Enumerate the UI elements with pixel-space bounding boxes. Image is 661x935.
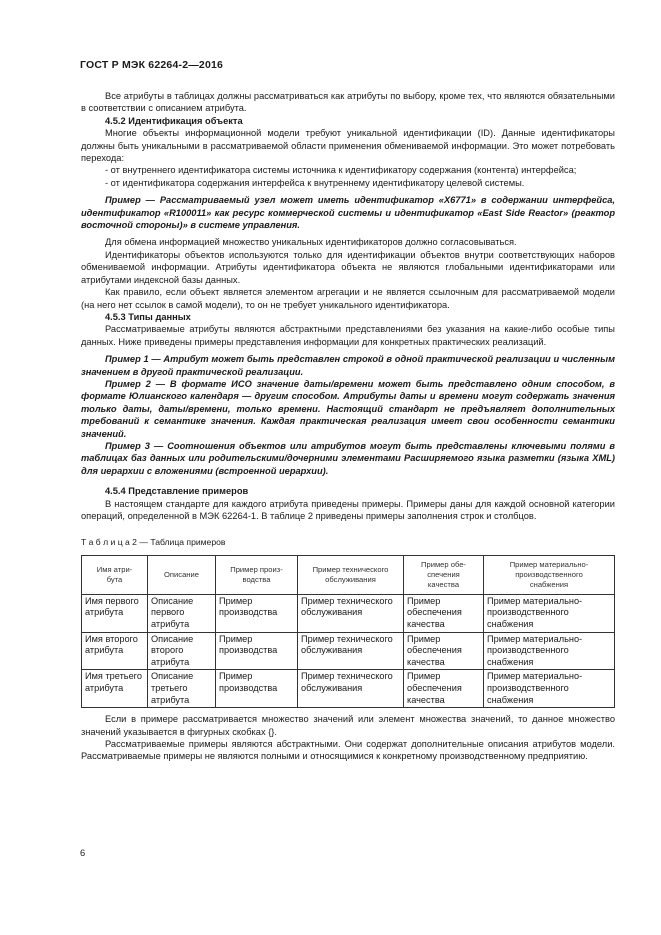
table-cell: Пример производства (216, 632, 298, 670)
table-cell: Пример обеспечения качества (404, 670, 484, 708)
table-cell: Описание первого атрибута (148, 594, 216, 632)
paragraph: Если в примере рассматривается множество значений или элемент множества значений, то данное множество значений указывается в фигурных скобках {}. (81, 714, 615, 737)
table-cell: Пример материально-производственного снабжения (484, 632, 615, 670)
page-number: 6 (80, 848, 86, 858)
table-cell: Пример материально-производственного снабжения (484, 670, 615, 708)
table-cell: Пример технического обслуживания (298, 670, 404, 708)
example-note: Пример 1 — Атрибут может быть представлен строкой в одной практической реализации и численным значением в другой практической реализации. (81, 354, 615, 377)
page-body (81, 90, 615, 763)
table-cell: Пример технического обслуживания (298, 594, 404, 632)
column-header: Пример обе- спечения качества (404, 555, 484, 594)
intro-paragraph: Все атрибуты в таблицах должны рассматриваться как атрибуты по выбору, кроме тех, что являются обязательными в соответствии с описанием атрибута. (81, 91, 615, 114)
table-cell: Пример обеспечения качества (404, 632, 484, 670)
section-heading-4-5-2: 4.5.2 Идентификация объекта (105, 115, 243, 126)
list-item: - от идентификатора содержания интерфейса к внутреннему идентификатору целевой системы. (105, 177, 525, 188)
table-cell: Пример технического обслуживания (298, 632, 404, 670)
paragraph: Идентификаторы объектов используются только для идентификации объектов внутри соответствующих наборов обмениваемой информации. Атрибуты идентификатора объекта не являются глобальными идентификаторами или атрибутами индексной базы данных. (81, 249, 615, 285)
column-header: Имя атри- бута (82, 555, 148, 594)
example-note: Пример 3 — Соотношения объектов или атрибутов могут быть представлены ключевыми полями в таблицах баз данных или родительскими/дочерними элементами Расширяемого языка разметки (языка XML) для иерархии с вложениями (встроенной иерархии). (81, 440, 615, 476)
table-header-row (82, 555, 615, 594)
table-row (82, 594, 615, 632)
table-row (82, 670, 615, 708)
paragraph: Для обмена информацией множество уникальных идентификаторов должно согласовываться. (105, 237, 517, 248)
column-header: Пример материально- производственного снабжения (484, 555, 615, 594)
example-note: Пример — Рассматриваемый узел может иметь идентификатор «X6771» в содержании интерфейса, идентификатор «R100011» как ресурс коммерческой системы и идентификатор «East Side Reactor» (реактор восточной стороны)» в системе управления. (81, 195, 615, 231)
section-heading-4-5-4: 4.5.4 Представление примеров (105, 486, 249, 497)
column-header: Описание (148, 555, 216, 594)
example-note: Пример 2 — В формате ИСО значение даты/времени может быть представлено одним способом, в формате Юлианского календаря — другим способом. Атрибуты даты и времени могут содержать значения только даты, даты/времени, только времени. Настоящий стандарт не предъявляет дополнительных требований к семантике значения. Каждая практическая реализация имеет свои особенности семантики значений. (81, 378, 615, 439)
table-row (82, 632, 615, 670)
table-cell: Описание второго атрибута (148, 632, 216, 670)
paragraph: Рассматриваемые примеры являются абстрактными. Они содержат дополнительные описания атрибутов модели. Рассматриваемые примеры не являются полными и относящимися к конкретному производственному предприятию. (81, 738, 615, 762)
table-cell: Пример производства (216, 670, 298, 708)
paragraph: Рассматриваемые атрибуты являются абстрактными представлениями без указания на какие-либо особые типы данных. Ниже приведены примеры представления информации для конкретных практических реализаций. (81, 324, 615, 347)
table-cell: Имя второго атрибута (82, 632, 148, 670)
paragraph: В настоящем стандарте для каждого атрибута приведены примеры. Примеры даны для каждой основной категории операций, определенной в МЭК 62264-1. В таблице 2 приведены примеры заполнения строк и столбцов. (81, 498, 615, 521)
section-heading-4-5-3: 4.5.3 Типы данных (105, 311, 191, 322)
paragraph: Многие объекты информационной модели требуют уникальной идентификации (ID). Данные идентификаторы должны быть уникальными в рассматриваемой области применения обмениваемой информации. Это может потребовать перехода: (81, 128, 615, 164)
list-item: - от внутреннего идентификатора системы источника к идентификатору содержания (контента) интерфейса; (105, 165, 577, 176)
table-cell: Имя первого атрибута (82, 594, 148, 632)
table-caption: Т а б л и ц а 2 — Таблица примеров (81, 537, 226, 548)
table-cell: Пример производства (216, 594, 298, 632)
column-header: Пример произ- водства (216, 555, 298, 594)
table-cell: Описание третьего атрибута (148, 670, 216, 708)
column-header: Пример технического обслуживания (298, 555, 404, 594)
document-header: ГОСТ Р МЭК 62264-2—2016 (80, 59, 224, 71)
examples-table (81, 555, 615, 708)
table-cell: Пример обеспечения качества (404, 594, 484, 632)
table-cell: Имя третьего атрибута (82, 670, 148, 708)
table-cell: Пример материально-производственного снабжения (484, 594, 615, 632)
paragraph: Как правило, если объект является элементом агрегации и не является ссылочным для рассматриваемой модели (на него нет ссылок в самой модели), то он не требует уникального идентификатора. (81, 287, 615, 310)
